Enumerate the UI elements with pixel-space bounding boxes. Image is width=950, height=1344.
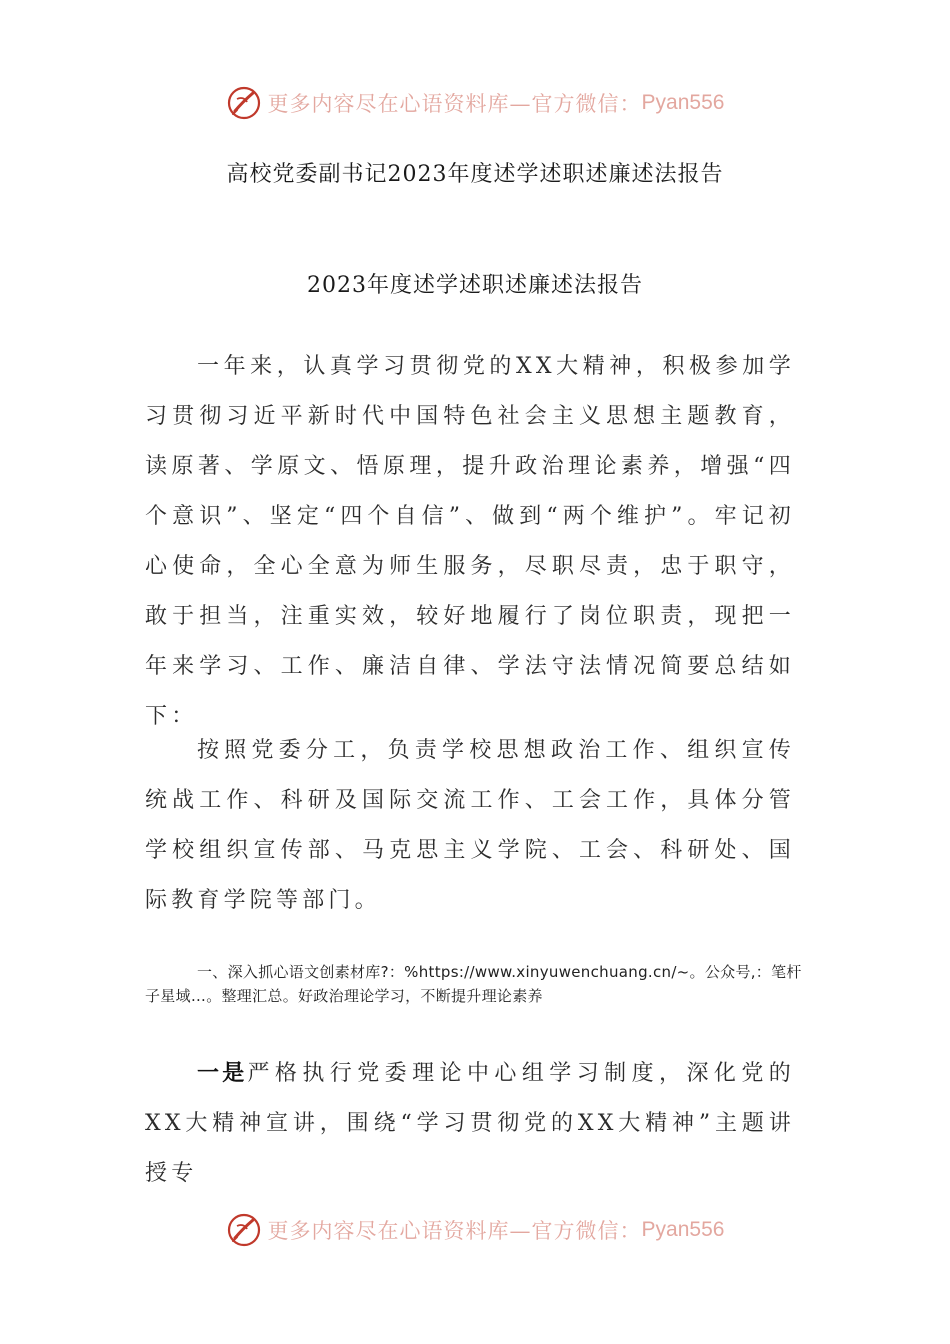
document-title: 高校党委副书记2023年度述学述职述廉述法报告 xyxy=(226,162,724,187)
banner-text: 更多内容尽在心语资料库—官方微信： xyxy=(267,1219,642,1243)
document-subtitle: 2023年度述学述职述廉述法报告 xyxy=(307,273,643,298)
banner-wechat-id: Pyan556 xyxy=(641,91,725,114)
pen-circle-logo-icon xyxy=(226,1212,262,1248)
paragraph-first-point xyxy=(145,1048,795,1199)
pen-circle-logo-icon xyxy=(226,85,262,121)
banner-text: 更多内容尽在心语资料库—官方微信： xyxy=(267,92,642,116)
footer-banner xyxy=(0,1210,950,1250)
paragraph-intro: 一年来，认真学习贯彻党的XX大精神，积极参加学习贯彻习近平新时代中国特色社会主义思想主题教育，读原著、学原文、悟原理，提升政治理论素养，增强“四个意识”、坚定“四个自信”、做到“两个维护”。牢记初心使命，全心全意为师生服务，尽职尽责，忠于职守，敢于担当，注重实效，较好地履行了岗位职责，现把一年来学习、工作、廉洁自律、学法守法情况简要总结如下： xyxy=(145,354,795,729)
paragraph-first-point-text: 严格执行党委理论中心组学习制度，深化党的XX大精神宣讲，围绕“学习贯彻党的XX大精神”主题讲授专 xyxy=(145,1061,795,1186)
header-banner xyxy=(0,83,950,123)
paragraph-duties: 按照党委分工，负责学校思想政治工作、组织宣传统战工作、科研及国际交流工作、工会工作，具体分管学校组织宣传部、马克思主义学院、工会、科研处、国际教育学院等部门。 xyxy=(145,738,795,913)
banner-wechat-id: Pyan556 xyxy=(641,1218,725,1241)
section-heading-1: 一、深入抓心语文创素材库?：%https://www.xinyuwenchuang.cn/~。公众号,：笔杆子星域…。整理汇总。好政治理论学习，不断提升理论素养 xyxy=(145,963,802,1005)
paragraph-lead: 一是 xyxy=(197,1060,248,1086)
